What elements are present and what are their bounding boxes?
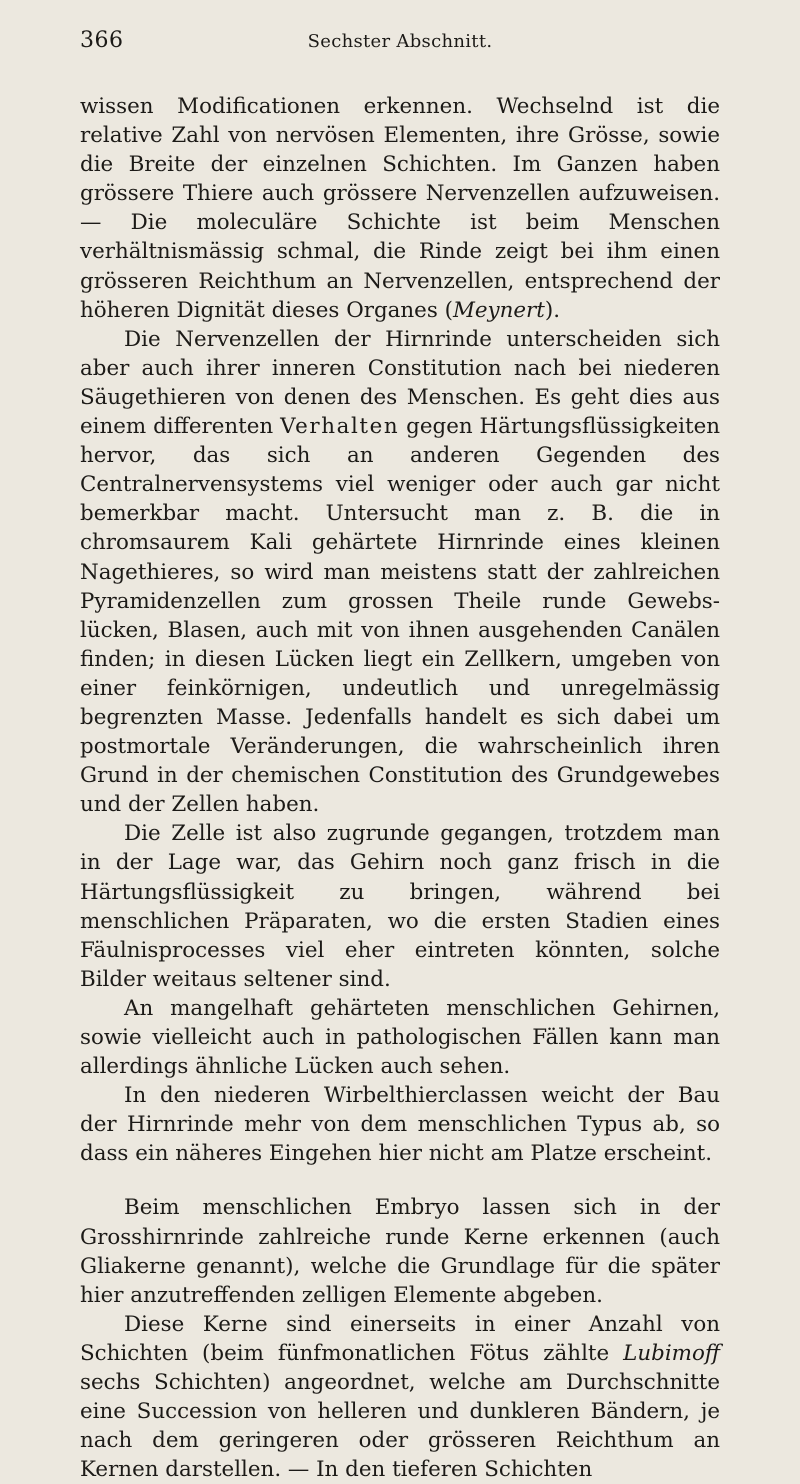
paragraph-7: Diese Kerne sind einerseits in einer Anzahl von Schichten (beim fünfmonatlichen Fötus zählte Lubimoff sechs Schichten) angeordnet, welche am Durchschnitte eine Succession von helleren und dunkleren Bändern, je nach dem geringeren oder grösseren Reichthum an Kernen darstellen. — In den tieferen Schichten — [80, 1311, 720, 1483]
body-text — [80, 92, 720, 1484]
paragraph-1: wissen Modificationen erkennen. Wechselnd ist die relative Zahl von nervösen Elementen, ihre Grösse, sowie die Breite der einzelnen Schichten. Im Ganzen haben grössere Thiere auch grössere Nervenzellen aufzuweisen. — Die moleculäre Schichte ist beim Menschen verhältnismässig schmal, die Rinde zeigt bei ihm einen grösseren Reichthum an Nervenzellen, entsprechend der höheren Dignität dieses Organes (Meynert). — [80, 94, 720, 323]
emphasized-term: Verhalten — [280, 414, 400, 440]
author-citation: Meynert — [452, 297, 545, 323]
author-citation: Lubimoff — [623, 1340, 720, 1366]
page-header — [80, 28, 720, 68]
page-number: 366 — [80, 28, 124, 53]
paragraph-6: Beim menschlichen Embryo lassen sich in der Grosshirnrinde zahlreiche runde Kerne erkennen (auch Gliakerne genannt), welche die Grundlage für die später hier anzutreffenden zelligen Elemente abgeben. — [80, 1195, 720, 1308]
paragraph-5: In den niederen Wirbelthierclassen weicht der Bau der Hirnrinde mehr von dem menschlichen Typus ab, so dass ein näheres Eingehen hier nicht am Platze erscheint. — [80, 1083, 720, 1167]
paragraph-4: An mangelhaft gehärteten menschlichen Gehirnen, sowie vielleicht auch in pathologischen Fällen kann man allerdings ähnliche Lücken auch sehen. — [80, 995, 720, 1080]
paragraph-3: Die Zelle ist also zugrunde gegangen, trotzdem man in der Lage war, das Gehirn noch ganz frisch in die Härtungsflüssigkeit zu bringen, während bei menschlichen Präparaten, wo die ersten Stadien eines Fäulnisprocesses viel eher eintreten könnten, solche Bilder weitaus seltener sind. — [80, 821, 720, 992]
paragraph-2: Die Nervenzellen der Hirnrinde unterscheiden sich aber auch ihrer inneren Constitution nach bei niederen Säugethieren von denen des Menschen. Es geht dies aus einem differenten Verhalten gegen Härtungsflüssigkeiten hervor, das sich an anderen Gegenden des Centralnervensystems viel weniger oder auch gar nicht bemerkbar macht. Untersucht man z. B. die in chromsaurem Kali gehärtete Hirnrinde eines kleinen Nagethieres, so wird man meistens statt der zahlreichen Pyramidenzellen zum grossen Theile runde Gewebslücken, Blasen, auch mit von ihnen ausgehenden Canälen finden; in diesen Lücken liegt ein Zellkern, umgeben von einer feinkörnigen, undeutlich und unregelmässig begrenzten Masse. Jedenfalls handelt es sich dabei um postmortale Veränderungen, die wahrscheinlich ihren Grund in der chemischen Constitution des Grundgewebes und der Zellen haben. — [80, 326, 721, 818]
running-title: Sechster Abschnitt. — [307, 31, 493, 52]
